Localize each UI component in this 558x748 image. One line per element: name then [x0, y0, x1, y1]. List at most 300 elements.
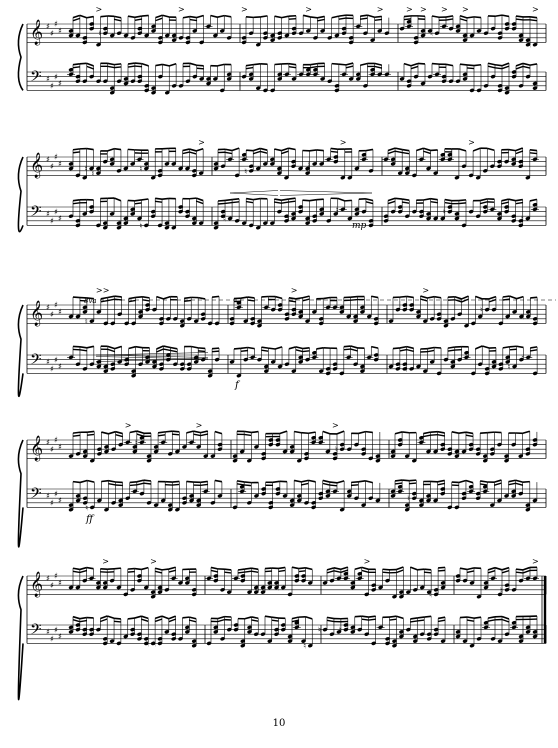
beam — [366, 199, 373, 201]
note-group — [205, 567, 313, 597]
beam — [189, 198, 196, 199]
beam — [462, 299, 469, 302]
beam — [424, 616, 431, 617]
beam — [114, 568, 121, 569]
beam — [494, 480, 501, 482]
beam — [516, 569, 523, 570]
sharp-icon: ♯ — [54, 152, 58, 162]
sharp-icon: ♯ — [58, 214, 62, 224]
natural-icon: ♮ — [338, 625, 342, 635]
bass-clef-icon: 𝄢 — [30, 203, 42, 224]
beam — [191, 346, 198, 347]
beam — [395, 151, 402, 152]
beam — [459, 200, 466, 201]
beam — [141, 619, 148, 621]
beam — [480, 202, 487, 204]
beam — [201, 484, 208, 485]
beam — [275, 64, 282, 65]
beam — [334, 568, 341, 569]
beam — [516, 151, 523, 154]
accent-mark: > — [102, 286, 110, 295]
beam — [431, 199, 438, 200]
natural-icon: ♮ — [159, 585, 163, 595]
beam — [393, 348, 400, 349]
beam — [341, 570, 348, 572]
beam — [462, 296, 469, 299]
beam — [423, 151, 430, 153]
beam — [136, 347, 143, 348]
beam — [390, 619, 397, 620]
note-group — [388, 286, 538, 328]
beam — [523, 66, 530, 68]
beam — [253, 148, 260, 150]
beam — [510, 349, 517, 350]
beam — [260, 16, 267, 17]
beam — [327, 571, 334, 573]
beam — [360, 18, 367, 19]
beam — [467, 65, 474, 66]
beam — [135, 616, 142, 618]
beam — [241, 350, 248, 351]
accent-mark: > — [95, 5, 103, 14]
beam — [87, 434, 94, 435]
note-group — [455, 557, 539, 599]
beam — [337, 431, 344, 434]
beam — [434, 347, 441, 348]
beam — [274, 199, 281, 200]
beam — [510, 346, 517, 347]
sharp-icon: ♯ — [54, 489, 58, 499]
beam — [232, 199, 239, 200]
beam — [375, 19, 382, 20]
beam — [299, 571, 306, 572]
beam — [252, 620, 259, 621]
beam — [355, 567, 362, 569]
beam — [417, 620, 424, 621]
beam — [530, 64, 537, 65]
beam — [165, 431, 172, 432]
beam — [274, 202, 281, 203]
beam — [473, 148, 480, 151]
beam — [232, 202, 239, 203]
beam — [502, 616, 509, 618]
beam — [198, 298, 205, 299]
beam — [246, 199, 253, 200]
beam — [530, 20, 537, 21]
beam — [404, 16, 411, 17]
beam — [366, 432, 373, 433]
decrescendo-hairpin — [280, 191, 372, 196]
beam — [327, 568, 334, 570]
beam — [225, 200, 232, 201]
beam — [460, 568, 467, 569]
accent-mark: > — [363, 557, 371, 566]
beam — [327, 617, 334, 618]
natural-icon: ♮ — [407, 494, 411, 504]
natural-icon: ♮ — [85, 503, 89, 513]
beam — [136, 297, 143, 298]
dynamic-ff: ff — [86, 514, 94, 525]
beam — [332, 64, 339, 65]
accent-mark: > — [241, 5, 248, 14]
treble-clef-icon: 𝄞 — [30, 572, 44, 597]
beam — [308, 480, 315, 481]
beam — [80, 568, 87, 570]
system-1-bass-staff — [27, 68, 546, 91]
beam — [87, 17, 94, 18]
natural-icon: ♮ — [84, 164, 88, 174]
beam — [316, 348, 323, 349]
beam — [516, 572, 523, 573]
beam — [423, 432, 430, 433]
crescendo-hairpin — [230, 191, 278, 196]
dynamic-f: f — [235, 380, 239, 391]
beam — [87, 63, 94, 66]
beam — [252, 617, 259, 618]
beam — [459, 432, 466, 433]
natural-icon: ♮ — [98, 29, 102, 39]
beam — [128, 66, 135, 67]
beam — [144, 483, 151, 484]
beam — [460, 16, 467, 18]
beam — [211, 16, 218, 18]
beam — [184, 300, 191, 301]
beam — [244, 485, 251, 486]
beam — [282, 16, 289, 17]
beam — [467, 68, 474, 69]
beam — [346, 63, 353, 65]
natural-icon: ♮ — [430, 29, 433, 39]
beam — [431, 202, 438, 203]
sharp-icon: ♯ — [58, 496, 62, 506]
beam — [310, 67, 317, 68]
beam — [73, 15, 80, 17]
beam — [308, 432, 315, 433]
beam — [417, 617, 424, 618]
beam — [107, 63, 114, 64]
beam — [480, 484, 487, 485]
beam — [502, 568, 509, 570]
beam — [459, 203, 466, 204]
beam — [369, 616, 376, 617]
beam — [87, 346, 94, 347]
beam — [424, 569, 431, 570]
beam — [108, 481, 115, 482]
beam — [296, 350, 303, 352]
beam — [466, 435, 473, 436]
beam — [330, 485, 337, 486]
beam — [73, 18, 80, 20]
natural-icon: ♮ — [276, 583, 280, 593]
note-group — [382, 138, 539, 180]
beam — [189, 617, 196, 619]
accent-mark: > — [290, 286, 298, 295]
beam — [172, 431, 179, 432]
beam — [407, 296, 414, 297]
beam — [487, 432, 494, 433]
beam — [388, 151, 395, 153]
beam — [423, 199, 430, 200]
natural-icon: ♮ — [139, 221, 143, 231]
beam — [407, 347, 414, 349]
beam — [289, 67, 296, 68]
beam — [218, 200, 225, 201]
beam — [438, 617, 445, 618]
beam — [246, 68, 253, 69]
beam — [410, 618, 417, 619]
beam — [516, 203, 523, 204]
beam — [156, 349, 163, 352]
beam — [212, 348, 219, 349]
beam — [509, 199, 516, 201]
accent-mark: > — [124, 421, 132, 430]
beam — [417, 569, 424, 570]
beam — [275, 297, 282, 299]
sharp-icon: ♯ — [58, 307, 62, 317]
beam — [130, 431, 137, 432]
beam — [396, 616, 403, 618]
beam — [246, 150, 253, 151]
beam — [494, 483, 501, 485]
beam — [114, 621, 121, 622]
sharp-icon: ♯ — [58, 632, 62, 642]
beam — [475, 346, 482, 349]
beam — [331, 148, 338, 149]
beam — [182, 617, 189, 618]
beam — [516, 16, 523, 17]
beam — [101, 16, 108, 17]
beam — [502, 66, 509, 69]
beam — [427, 350, 434, 351]
beam — [466, 481, 473, 483]
beam — [197, 68, 204, 69]
beam — [402, 150, 409, 151]
beam — [189, 620, 196, 622]
beam — [73, 67, 80, 68]
beam — [281, 151, 288, 153]
beam — [162, 64, 169, 65]
beam — [272, 617, 279, 618]
beam — [323, 480, 330, 482]
natural-icon: ♮ — [500, 585, 503, 595]
accent-mark: > — [462, 5, 469, 14]
natural-icon: ♮ — [404, 364, 408, 374]
beam — [135, 19, 142, 20]
beam — [344, 346, 351, 347]
beam — [303, 351, 310, 352]
natural-icon: ♮ — [286, 214, 290, 224]
beam — [252, 571, 259, 572]
beam — [108, 296, 115, 297]
beam — [502, 619, 509, 621]
beam — [245, 617, 252, 619]
beam — [238, 572, 245, 573]
beam — [172, 481, 179, 482]
beam — [100, 619, 107, 622]
sharp-icon: ♯ — [50, 216, 54, 226]
brace — [18, 440, 23, 547]
beam — [73, 432, 80, 433]
accent-mark: > — [406, 5, 413, 14]
beam — [460, 617, 467, 618]
beam — [288, 148, 295, 149]
beam — [395, 432, 402, 434]
beam — [141, 568, 148, 570]
beam — [137, 480, 144, 482]
sharp-icon: ♯ — [46, 438, 50, 447]
beam — [135, 16, 142, 17]
beam — [460, 64, 467, 65]
beam — [281, 199, 288, 200]
beam — [388, 201, 395, 203]
sharp-icon: ♯ — [46, 303, 50, 312]
beam — [144, 480, 151, 481]
beam — [241, 297, 248, 298]
beam — [128, 63, 135, 64]
beam — [516, 66, 523, 69]
accent-mark: > — [441, 5, 448, 14]
sharp-icon: ♯ — [54, 19, 58, 29]
natural-icon: ♮ — [442, 207, 446, 217]
beam — [339, 64, 346, 65]
beam — [186, 431, 193, 433]
beam — [438, 480, 445, 481]
beam — [279, 570, 286, 571]
beam — [114, 19, 121, 20]
beam — [488, 620, 495, 621]
treble-clef-icon: 𝄞 — [30, 436, 44, 461]
beam — [183, 149, 190, 150]
beam — [523, 431, 530, 433]
bass-clef-icon: 𝄢 — [30, 621, 42, 642]
beam — [156, 15, 163, 17]
beam — [317, 16, 324, 17]
beam — [446, 64, 453, 65]
sharp-icon: ♯ — [50, 81, 54, 91]
beam — [183, 152, 190, 153]
beam — [503, 347, 510, 348]
beam — [402, 202, 409, 203]
beam — [73, 620, 80, 622]
sharp-icon: ♯ — [54, 435, 58, 445]
beam — [488, 66, 495, 68]
sharp-icon: ♯ — [54, 625, 58, 635]
beam — [360, 15, 367, 16]
sharp-icon: ♯ — [58, 578, 62, 588]
beam — [101, 301, 108, 302]
beam — [246, 65, 253, 66]
beam — [261, 347, 268, 348]
system-1 — [18, 5, 546, 95]
beam — [135, 203, 142, 204]
sharp-icon: ♯ — [54, 72, 58, 82]
natural-icon: ♮ — [118, 219, 122, 229]
bass-clef-icon: 𝄢 — [30, 351, 42, 372]
beam — [114, 618, 121, 619]
beam — [197, 65, 204, 66]
beam — [115, 346, 122, 348]
beam — [467, 620, 474, 621]
beam — [73, 64, 80, 65]
beam — [351, 485, 358, 486]
beam — [107, 616, 114, 618]
beam — [390, 616, 397, 617]
dynamic-mp: mp — [352, 221, 367, 231]
beam — [339, 15, 346, 16]
natural-icon: ♮ — [335, 445, 339, 455]
beam — [73, 617, 80, 619]
beam — [80, 621, 87, 622]
beam — [488, 571, 495, 573]
accent-mark: > — [305, 5, 312, 14]
beam — [409, 480, 416, 481]
sharp-icon: ♯ — [58, 362, 62, 372]
beam — [196, 198, 203, 200]
beam — [248, 297, 255, 298]
beam — [156, 346, 163, 349]
beam — [261, 350, 268, 351]
beam — [306, 568, 313, 570]
beam — [351, 346, 358, 348]
beam — [194, 434, 201, 435]
beam — [137, 431, 144, 433]
beam — [142, 199, 149, 200]
beam — [517, 346, 524, 347]
beam — [530, 199, 537, 201]
beam — [162, 198, 169, 199]
beam — [480, 481, 487, 482]
sharp-icon: ♯ — [50, 28, 54, 38]
beam — [488, 63, 495, 65]
beam — [400, 296, 407, 297]
beam — [114, 198, 121, 201]
ottava-marking: 8va — [84, 297, 97, 305]
beam — [218, 617, 225, 619]
beam — [294, 431, 301, 432]
beam — [446, 19, 453, 20]
system-5 — [18, 557, 546, 700]
beam — [396, 570, 403, 573]
accent-mark: > — [332, 421, 339, 430]
beam — [301, 433, 308, 434]
beam — [516, 19, 523, 20]
beam — [523, 570, 530, 572]
beam — [310, 17, 317, 18]
beam — [224, 16, 231, 17]
beam — [474, 17, 481, 18]
beam — [303, 15, 310, 17]
beam — [155, 201, 162, 202]
beam — [402, 153, 409, 154]
beam — [162, 569, 169, 570]
beam — [80, 571, 87, 573]
beam — [289, 347, 296, 349]
beam — [510, 296, 517, 299]
beam — [299, 568, 306, 569]
beam — [482, 346, 489, 348]
brace — [18, 576, 23, 700]
beam — [116, 435, 123, 437]
beam — [80, 618, 87, 619]
natural-icon: ♮ — [307, 159, 311, 169]
beam — [523, 567, 530, 569]
note-group — [68, 138, 205, 180]
beam — [459, 149, 466, 151]
natural-icon: ♮ — [520, 214, 524, 224]
beam — [246, 17, 253, 18]
beam — [432, 64, 439, 65]
beam — [260, 151, 267, 153]
